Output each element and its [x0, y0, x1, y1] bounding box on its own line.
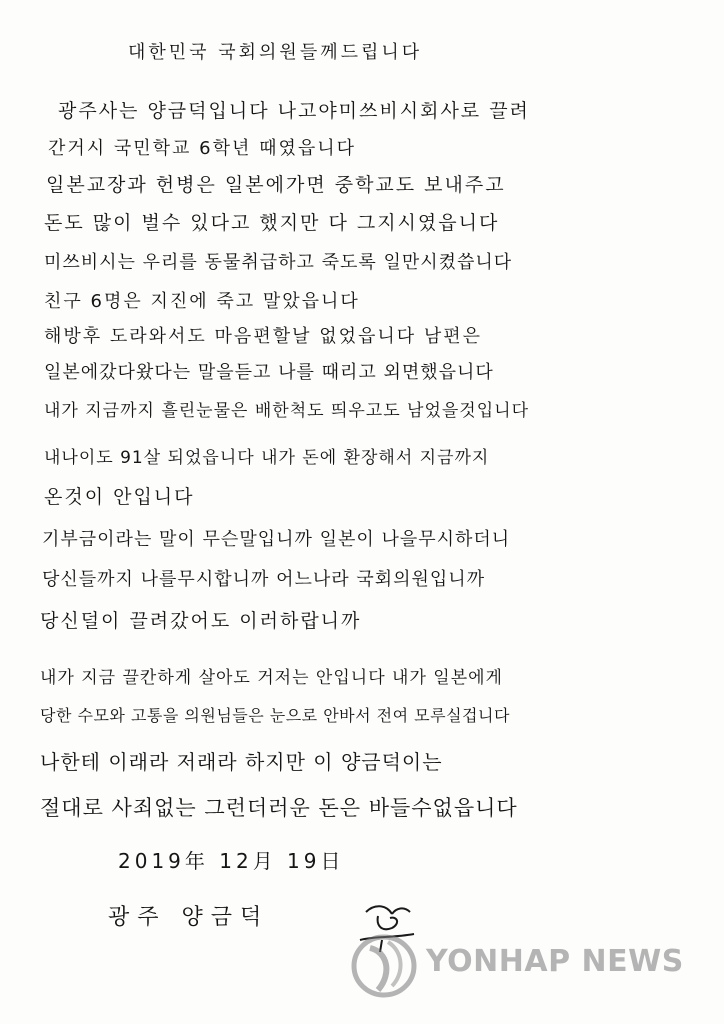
letter-line: 돈도 많이 벌수 있다고 했지만 다 그지시였읍니다 — [44, 212, 500, 234]
letter-line: 일본교장과 헌병은 일본에가면 중학교도 보내주고 — [46, 174, 506, 196]
letter-line: 일본에갔다왔다는 말을듣고 나를 때리고 외면했읍니다 — [44, 362, 494, 383]
letter-line: 내가 지금 끌칸하게 살아도 거저는 안입니다 내가 일본에게 — [40, 668, 503, 688]
letter-line: 해방후 도라와서도 마음편할날 없었읍니다 남편은 — [44, 326, 483, 347]
yonhap-news-watermark — [348, 930, 708, 1000]
letter-line: 친구 6명은 지진에 죽고 말았읍니다 — [44, 291, 360, 312]
signature-name: 광주 양금덕 — [108, 905, 270, 930]
letter-line: 광주사는 양금덕입니다 나고야미쓰비시회사로 끌려 — [58, 100, 530, 122]
letter-line: 미쓰비시는 우리를 동물취급하고 죽도록 일만시켰씁니다 — [44, 252, 513, 273]
letter-line: 내나이도 91살 되었읍니다 내가 돈에 환장해서 지금까지 — [44, 448, 490, 468]
yonhap-logo-icon — [348, 930, 420, 1000]
letter-line: 기부금이라는 말이 무슨말입니까 일본이 나을무시하더니 — [42, 529, 511, 550]
letter-title: 대한민국 국회의원들께드립니다 — [128, 42, 423, 63]
letter-line: 당한 수모와 고통을 의원님들은 눈으로 안바서 전여 모루실겁니다 — [40, 706, 510, 725]
letter-line: 온것이 안입니다 — [44, 486, 195, 508]
letter-line: 절대로 사죄없는 그런더러운 돈은 바들수없읍니다 — [40, 796, 518, 820]
letter-line: 내가 지금까지 흘린눈물은 배한척도 띄우고도 남었을것입니다 — [44, 401, 529, 421]
letter-date: 2019年 12月 19日 — [118, 849, 345, 873]
letter-line: 간거시 국민학교 6학년 때였읍니다 — [48, 138, 357, 159]
letter-line: 나한테 이래라 저래라 하지만 이 양금덕이는 — [40, 750, 443, 774]
watermark-text: YONHAP NEWS — [426, 944, 684, 979]
letter-line: 당신들까지 나를무시합니까 어느나라 국회의원입니까 — [42, 569, 486, 590]
letter-line: 당신덜이 끌려갔어도 이러하랍니까 — [40, 610, 362, 632]
